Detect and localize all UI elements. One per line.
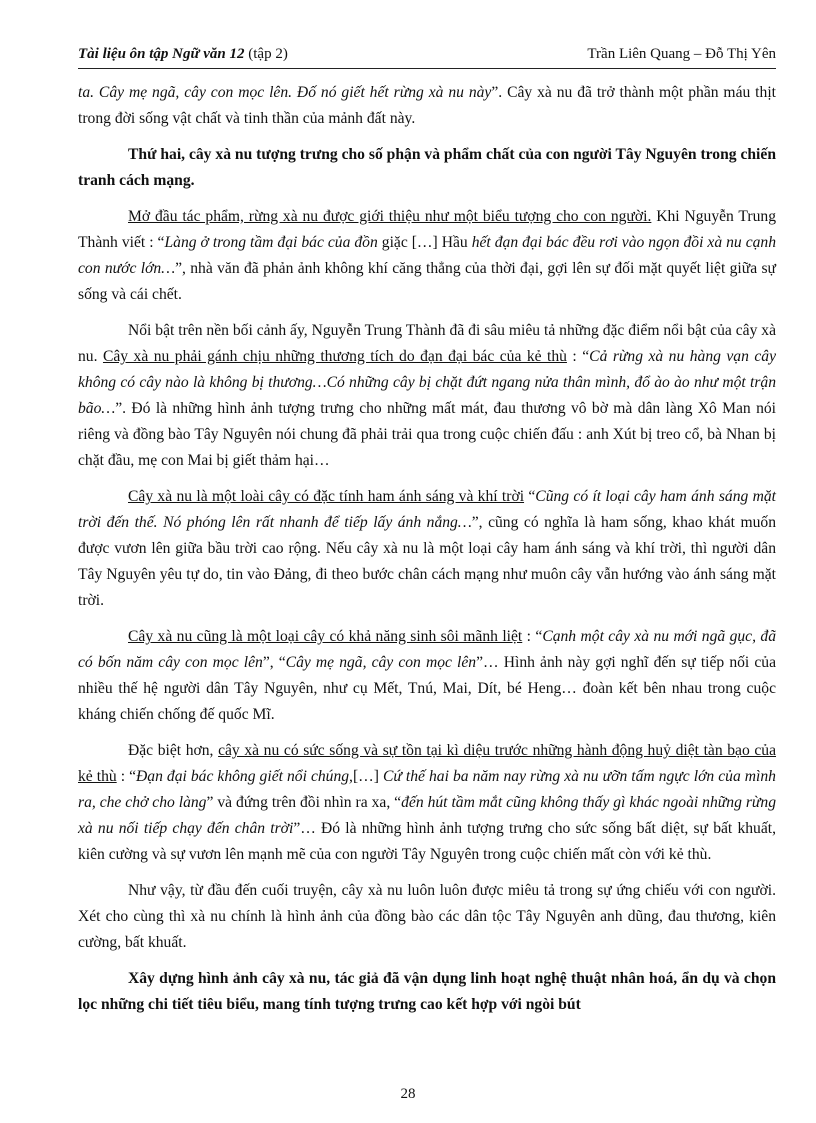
paragraph-3: Mở đầu tác phẩm, rừng xà nu được giới thiệu như một biểu tượng cho con người. Khi Nguyễn Trung Thành viết : “Làng ở trong tầm đại bác của đồn giặc […] Hầu hết đạn đại bác đều rơi vào ngọn đồi xà nu cạnh con nước lớn…”, nhà văn đã phản ảnh không khí căng thẳng của thời đại, gợi lên sự đối mặt quyết liệt giữa sự sống và cái chết. <box>78 208 777 303</box>
header-authors: Trần Liên Quang – Đỗ Thị Yên <box>587 46 776 62</box>
paragraph-7: Đặc biệt hơn, cây xà nu có sức sống và sự tồn tại kì diệu trước những hành động huỷ diệt tàn bạo của kẻ thù : “Đạn đại bác không giết nổi chúng,[…] Cứ thế hai ba năm nay rừng xà nu ưỡn tấm ngực lớn của mình ra, che chở cho làng” và đứng trên đồi nhìn ra xa, “đến hút tầm mắt cũng không thấy gì khác ngoài những rừng xà nu nối tiếp chạy đến chân trời”… Đó là những hình ảnh tượng trưng cho sức sống bất diệt, sự bất khuất, kiên cường và sự vươn lên mạnh mẽ của con người Tây Nguyên trong cuộc chiến mất còn với kẻ thù. <box>78 742 777 863</box>
document-body <box>78 80 776 1028</box>
page-header <box>78 46 776 69</box>
header-book-title: Tài liệu ôn tập Ngữ văn 12 (tập 2) <box>78 46 288 62</box>
section-heading: Thứ hai, cây xà nu tượng trưng cho số phận và phẩm chất của con người Tây Nguyên trong chiến tranh cách mạng. <box>78 146 776 189</box>
paragraph-1: ta. Cây mẹ ngã, cây con mọc lên. Đố nó giết hết rừng xà nu này”. Cây xà nu đã trở thành một phần máu thịt trong đời sống vật chất và tinh thần của mảnh đất này. <box>78 84 776 127</box>
paragraph-5: Cây xà nu là một loài cây có đặc tính ham ánh sáng và khí trời “Cũng có ít loại cây ham ánh sáng mặt trời đến thế. Nó phóng lên rất nhanh để tiếp lấy ánh nắng…”, cũng có nghĩa là ham sống, khao khát muốn được vươn lên giữa bầu trời cao rộng. Nếu cây xà nu là một loại cây ham ánh sáng và khí trời, thì người dân Tây Nguyên yêu tự do, tin vào Đảng, đi theo bước chân cách mạng như muôn cây vẫn hướng vào ánh sáng mặt trời. <box>78 488 777 609</box>
paragraph-9: Xây dựng hình ảnh cây xà nu, tác giả đã vận dụng linh hoạt nghệ thuật nhân hoá, ẩn dụ và chọn lọc những chi tiết tiêu biểu, mang tính tượng trưng cao kết hợp với ngòi bút <box>78 970 776 1013</box>
paragraph-6: Cây xà nu cũng là một loại cây có khả năng sinh sôi mãnh liệt : “Cạnh một cây xà nu mới ngã gục, đã có bốn năm cây con mọc lên”, “Cây mẹ ngã, cây con mọc lên”… Hình ảnh này gợi nghĩ đến sự tiếp nối của nhiều thế hệ người dân Tây Nguyên, như cụ Mết, Tnú, Mai, Dít, bé Heng… đoàn kết bên nhau trong cuộc kháng chiến chống đế quốc Mĩ. <box>78 628 777 723</box>
paragraph-4: Nổi bật trên nền bối cảnh ấy, Nguyễn Trung Thành đã đi sâu miêu tả những đặc điểm nổi bật của cây xà nu. Cây xà nu phải gánh chịu những thương tích do đạn đại bác của kẻ thù : “Cả rừng xà nu hàng vạn cây không có cây nào là không bị thương…Có những cây bị chặt đứt ngang nửa thân mình, đổ ào ào như một trận bão…”. Đó là những hình ảnh tượng trưng cho những mất mát, đau thương vô bờ mà dân làng Xô Man nói riêng và đồng bào Tây Nguyên nói chung đã phải trải qua trong cuộc chiến đấu : anh Xút bị treo cổ, bà Nhan bị chặt đầu, mẹ con Mai bị giết thảm hại… <box>78 322 776 469</box>
page-number: 28 <box>400 1086 416 1102</box>
paragraph-8: Như vậy, từ đầu đến cuối truyện, cây xà nu luôn luôn được miêu tả trong sự ứng chiếu với con người. Xét cho cùng thì xà nu chính là hình ảnh của đồng bào các dân tộc Tây Nguyên anh dũng, đau thương, kiên cường, bất khuất. <box>78 882 776 951</box>
